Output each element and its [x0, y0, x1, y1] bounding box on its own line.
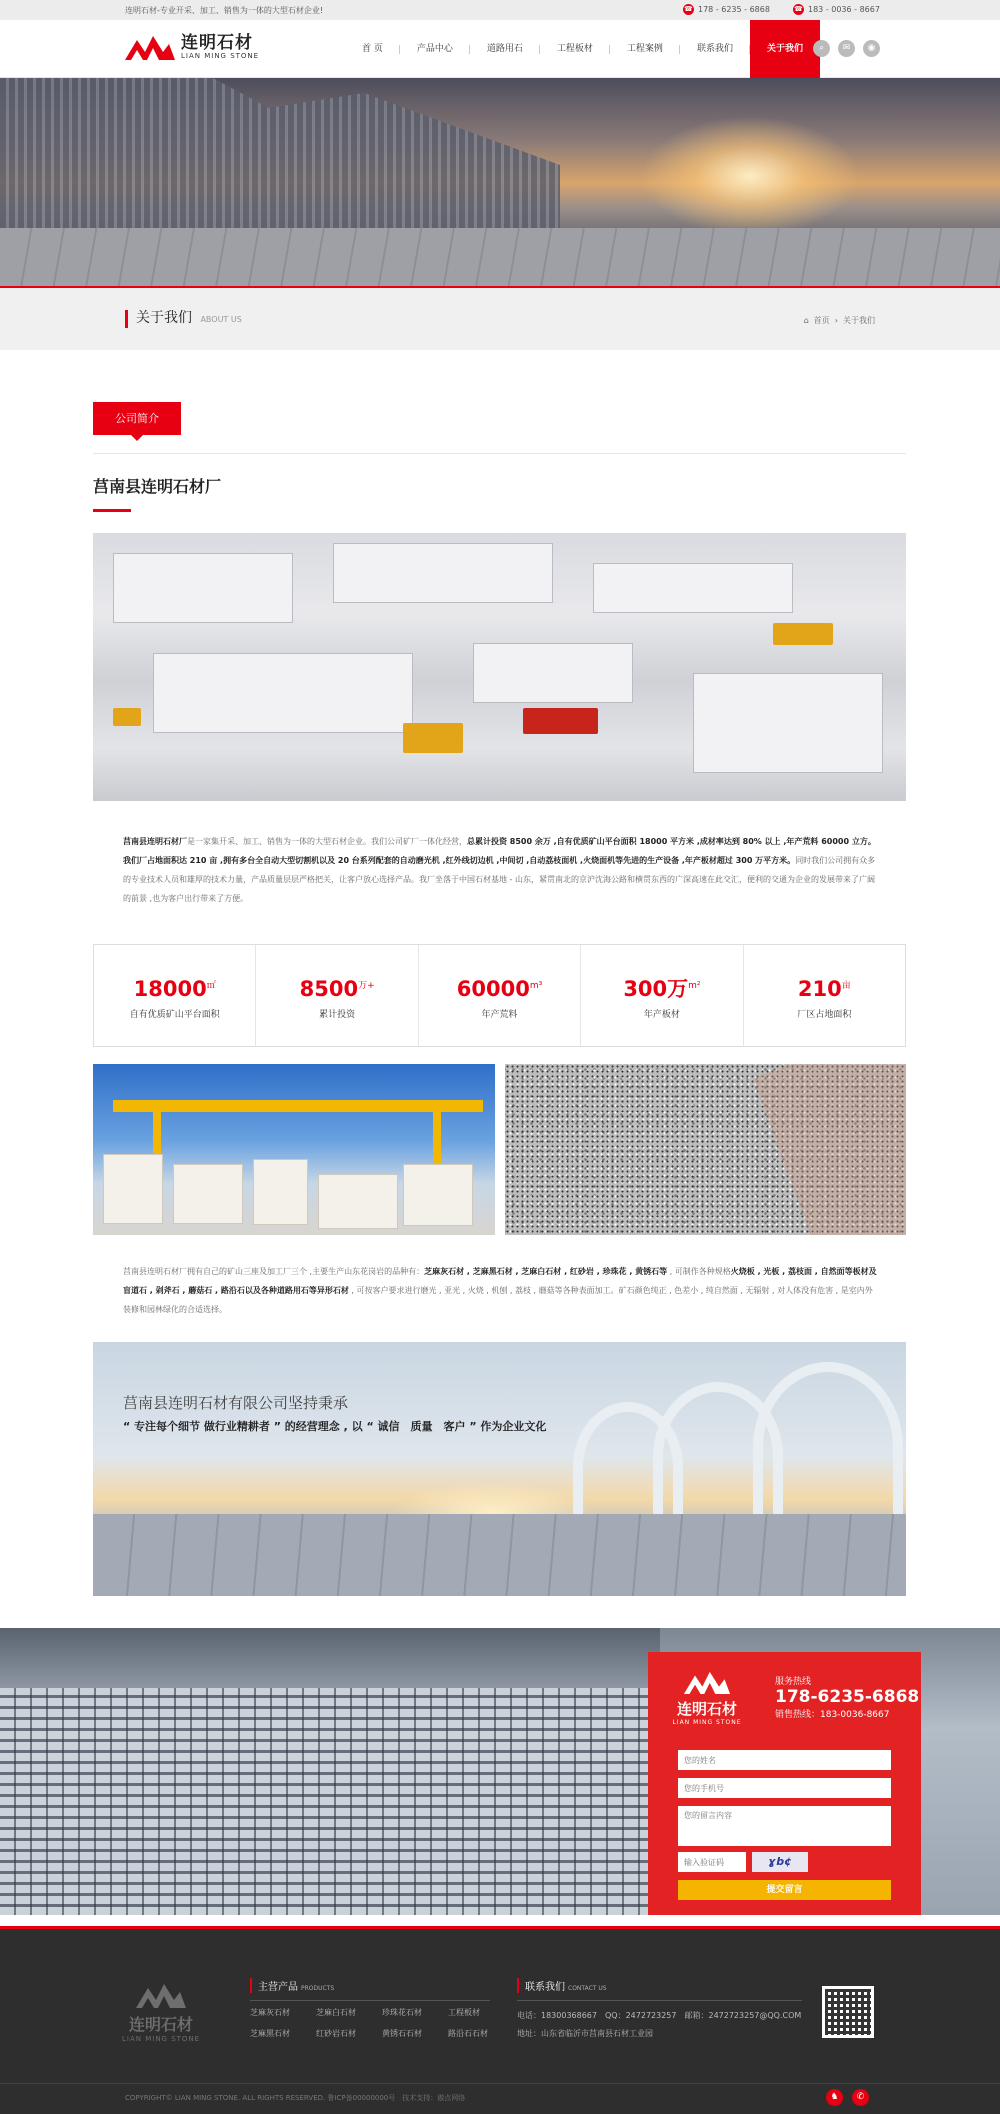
page-title: 关于我们 ABOUT US [125, 310, 242, 328]
breadcrumb-current[interactable]: 关于我们 [843, 316, 875, 325]
search-icon[interactable]: ⌕ [813, 40, 830, 57]
footer-contact: 联系我们 CONTACT US 电话：18300368667 QQ：2472723257 邮箱：2472723257@QQ.COM 地址：山东省临沂市莒南县石材工业园 [517, 1978, 807, 2043]
sales-phone: 销售热线：183-0036-8667 [775, 1710, 890, 1720]
footer-logo[interactable]: 连明石材 LIAN MING STONE [122, 1982, 200, 2043]
tab-company-intro[interactable]: 公司简介 [93, 402, 181, 435]
nav-home[interactable]: 首 页 [345, 20, 400, 78]
stats-panel [93, 944, 906, 1047]
site-logo[interactable] [125, 34, 259, 60]
name-input[interactable] [678, 1750, 891, 1770]
culture-motto: “ 专注每个细节 做行业精耕者 ” 的经营理念 , 以 “ 诚信 质量 客户 ” 作为企业文化 [123, 1420, 547, 1433]
nav-road-stone[interactable]: 道路用石 [470, 20, 540, 78]
message-form [648, 1652, 921, 1915]
breadcrumb-home[interactable]: 首页 [813, 316, 830, 325]
message-textarea[interactable] [678, 1806, 891, 1846]
qr-code [822, 1986, 874, 2038]
home-icon: ⌂ [803, 316, 809, 325]
phone-icon: ☎ [684, 5, 693, 13]
quarry-image [93, 533, 906, 801]
copyright: COPYRIGHT© LIAN MING STONE. ALL RIGHTS RESERVED. 鲁ICP备00000000号 技术支持：傲点网络 [125, 2094, 466, 2102]
logo-name: 连明石材 [181, 33, 253, 53]
service-phone: 178-6235-6868 [775, 1687, 920, 1707]
top-bar [0, 0, 1000, 20]
nav-cases[interactable]: 工程案例 [610, 20, 680, 78]
top-slogan: 连明石材-专业开采、加工、销售为一体的大型石材企业! [125, 6, 324, 15]
contact-info: 电话：18300368667 QQ：2472723257 邮箱：2472723257@QQ.COM [517, 2011, 802, 2020]
page-header-bar [0, 288, 1000, 350]
footer-products: 主营产品 PRODUCTS 芝麻灰石材 芝麻白石材 珍珠花石材 工程板材 芝麻黑石材 红砂岩石材 黄锈石石材 路沿石石材 [250, 1978, 500, 2039]
products-paragraph: 莒南县连明石材厂拥有自己的矿山三座及加工厂三个 ,主要生产山东花岗岩的品种有：芝麻灰石材 , 芝麻黑石材 , 芝麻白石材 , 红砂岩 , 珍珠花 , 黄锈石等 , 可制作各种规格火烧板 , 光板 , 荔枝面 , 自然面等板材及盲道石 , 剁斧石 , 蘑菇石 , 路沿石以及各种道路用石等异形石材 , 可按客户要求进行磨光 , 亚光 , 火烧 , 机刨 , 荔枝 , 蘑菇等各种表面加工。矿石颜色纯正 , 色差小 , 纯自然面 , 无辐射 , 对人体没有危害 , 是室内外装修和园林绿化的合适选择。 [123, 1267, 877, 1314]
nav-products[interactable]: 产品中心 [400, 20, 470, 78]
logo-name-en: LIAN MING STONE [181, 52, 260, 60]
mountain-logo-icon [125, 34, 175, 60]
hero-banner [0, 78, 1000, 288]
footer-product-link[interactable]: 工程板材 [448, 2008, 480, 2017]
stat-item: 18000㎡ 自有优质矿山平台面积 [94, 945, 256, 1046]
mountain-logo-icon [682, 1670, 732, 1694]
form-logo: 连明石材 LIAN MING STONE [672, 1670, 742, 1726]
footer-product-link[interactable]: 芝麻灰石材 [250, 2008, 290, 2017]
footer-product-link[interactable]: 芝麻黑石材 [250, 2029, 290, 2038]
granite-texture-image [505, 1064, 906, 1235]
main-nav [345, 20, 820, 78]
phone-icon: ☎ [794, 5, 803, 13]
weibo-icon[interactable]: ◉ [863, 40, 880, 57]
stat-item: 300万$^{m^2}$ 年产板材 [581, 945, 743, 1046]
nav-contact[interactable]: 联系我们 [680, 20, 750, 78]
site-footer [0, 1926, 1000, 2114]
nav-about[interactable]: 关于我们 [750, 20, 820, 78]
qq-icon[interactable]: ♞ [826, 2089, 843, 2106]
culture-banner [93, 1342, 906, 1596]
breadcrumb: ⌂ 首页 › 关于我们 [803, 316, 875, 325]
title-underline [93, 509, 131, 512]
stat-item: $60000^{m^3}$ 年产荒料 [419, 945, 581, 1046]
footer-product-link[interactable]: 芝麻白石材 [316, 2008, 356, 2017]
page-title-en: ABOUT US [200, 315, 242, 324]
top-phone-2: ☎ 183 - 0036 - 8667 [794, 5, 880, 14]
service-hotline: 服务热线 178-6235-6868 销售热线：183-0036-8667 [775, 1677, 920, 1720]
captcha-input[interactable] [678, 1852, 746, 1872]
mountain-logo-icon [136, 1982, 186, 2008]
gantry-crane-image [93, 1064, 495, 1235]
stat-item: $8500^{万+}$ 累计投资 [256, 945, 418, 1046]
company-title: 莒南县连明石材厂 [93, 477, 222, 496]
tab-divider [93, 453, 906, 454]
footer-product-link[interactable]: 珍珠花石材 [382, 2008, 422, 2017]
footer-product-link[interactable]: 路沿石石材 [448, 2029, 488, 2038]
wechat-icon[interactable]: ✆ [852, 2089, 869, 2106]
stat-item: $210^亩$ 厂区占地面积 [797, 977, 852, 1020]
footer-product-link[interactable]: 黄锈石石材 [382, 2029, 422, 2038]
intro-paragraph: 莒南县连明石材厂是一家集开采、加工、销售为一体的大型石材企业。我们公司矿厂一体化经营，总累计投资 8500 余万 ,自有优质矿山平台面积 18000 平方米 ,成材率达到 80% 以上 ,年产荒料 60000 立方。我们厂占地面积达 210 亩 ,拥有多台全自动大型切割机以及 20 台系列配套的自动磨光机 ,红外线切边机 ,中间切 ,自动荔枝面机 ,火烧面机等先进的生产设备 ,年产板材超过 300 万平方米。同时我们公司拥有众多的专业技术人员和雄厚的技术力量，产品质量层层严格把关，让客户放心选择产品。我厂坐落于中国石材基地 - 山东，紧贯南北的京沪沈海公路和横贯东西的广深高速在此交汇，便利的交通为企业的发展带来了广阔的前景 ,也为客户出行带来了方便。 [123, 837, 876, 903]
footer-product-link[interactable]: 红砂岩石材 [316, 2029, 356, 2038]
top-phone-1: ☎ 178 - 6235 - 6868 [684, 5, 770, 14]
footer-social [826, 2089, 869, 2106]
nav-project-slabs[interactable]: 工程板材 [540, 20, 610, 78]
contact-address: 地址：山东省临沂市莒南县石材工业园 [517, 2029, 653, 2038]
submit-button[interactable]: 提交留言 [678, 1880, 891, 1900]
phone-input[interactable] [678, 1778, 891, 1798]
chat-icon[interactable]: ✉ [838, 40, 855, 57]
site-header [0, 20, 1000, 78]
header-icons [813, 40, 880, 57]
captcha-image[interactable]: ɣb¢ [752, 1852, 808, 1872]
culture-heading: 莒南县连明石材有限公司坚持秉承 [123, 1394, 349, 1412]
